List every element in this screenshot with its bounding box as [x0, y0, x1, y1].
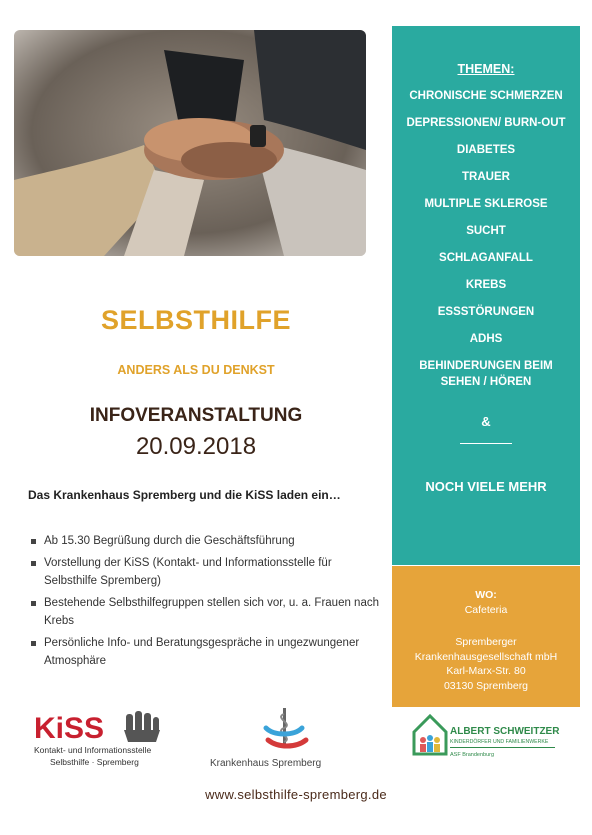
topic-item: CHRONISCHE SCHMERZEN	[409, 90, 563, 102]
list-item: Bestehende Selbsthilfegruppen stellen sich vor, u. a. Frauen nach Krebs	[28, 594, 384, 631]
kiss-wordmark: KiSS	[34, 712, 105, 745]
topics-heading: THEMEN:	[457, 62, 515, 76]
event-date: 20.09.2018	[135, 433, 257, 460]
ampersand: &	[481, 414, 491, 429]
topic-item: ADHS	[469, 333, 503, 345]
topic-item: MULTIPLE SKLEROSE	[424, 198, 548, 210]
topic-item: BEHINDERUNGEN BEIM SEHEN / HÖREN	[419, 360, 553, 388]
hospital-logo	[208, 706, 338, 772]
more-topics: NOCH VIELE MEHR	[425, 479, 547, 494]
invitation-text: Das Krankenhaus Spremberg und die KiSS laden ein…	[28, 488, 341, 502]
location-org-line2: Krankenhausgesellschaft mbH	[414, 650, 558, 663]
hospital-name: Krankenhaus Spremberg	[210, 758, 322, 769]
house-icon	[414, 716, 446, 754]
albert-schweitzer-logo-graphic	[410, 712, 560, 768]
asw-name: ALBERT SCHWEITZER	[450, 726, 560, 737]
asw-sub: KINDERDÖRFER UND FAMILIENWERKE	[450, 739, 549, 745]
list-item: Persönliche Info- und Beratungsgespräche in ungezwungener Atmosphäre	[28, 634, 384, 671]
kiss-line2: Selbsthilfe · Spremberg	[50, 757, 139, 767]
list-item: Vorstellung der KiSS (Kontakt- und Informationsstelle für Selbsthilfe Spremberg)	[28, 554, 384, 591]
event-title: INFOVERANSTALTUNG	[89, 405, 303, 426]
location-box	[392, 566, 580, 707]
location-city: 03130 Spremberg	[443, 679, 529, 692]
topic-item: SUCHT	[466, 225, 506, 237]
kiss-line1: Kontakt- und Informationsstelle	[34, 745, 152, 755]
hands-photo	[14, 30, 366, 256]
hands-photo-illustration	[14, 30, 366, 256]
caduceus-icon	[266, 708, 306, 748]
location-org-line1: Spremberger	[455, 636, 517, 648]
albert-schweitzer-logo	[410, 712, 560, 768]
website-link[interactable]: www.selbsthilfe-spremberg.de	[205, 787, 387, 802]
program-list	[28, 532, 384, 674]
hospital-logo-graphic	[208, 706, 338, 772]
divider	[460, 443, 512, 444]
topic-item: SCHLAGANFALL	[439, 252, 533, 264]
kiss-logo-graphic	[32, 708, 172, 772]
logo-row	[0, 706, 592, 776]
list-item: Ab 15.30 Begrüßung durch die Geschäftsführung	[28, 532, 384, 551]
subtitle: ANDERS ALS DU DENKST	[117, 363, 275, 377]
location-street: Karl-Marx-Str. 80	[446, 665, 526, 677]
kiss-logo	[32, 708, 172, 772]
topics-list	[392, 88, 580, 390]
topic-item: DEPRESSIONEN/ BURN-OUT	[406, 117, 566, 129]
topic-item: DIABETES	[456, 144, 516, 156]
location-label: WO:	[475, 589, 497, 601]
topic-item: KREBS	[465, 279, 507, 291]
asw-region: ASF Brandenburg	[450, 752, 495, 758]
location-place: Cafeteria	[464, 603, 508, 616]
topic-item: TRAUER	[462, 171, 510, 183]
main-title: SELBSTHILFE	[100, 305, 291, 335]
topic-item: ESSSTÖRUNGEN	[437, 306, 535, 318]
topics-panel	[392, 26, 580, 565]
hand-icon	[124, 711, 160, 742]
